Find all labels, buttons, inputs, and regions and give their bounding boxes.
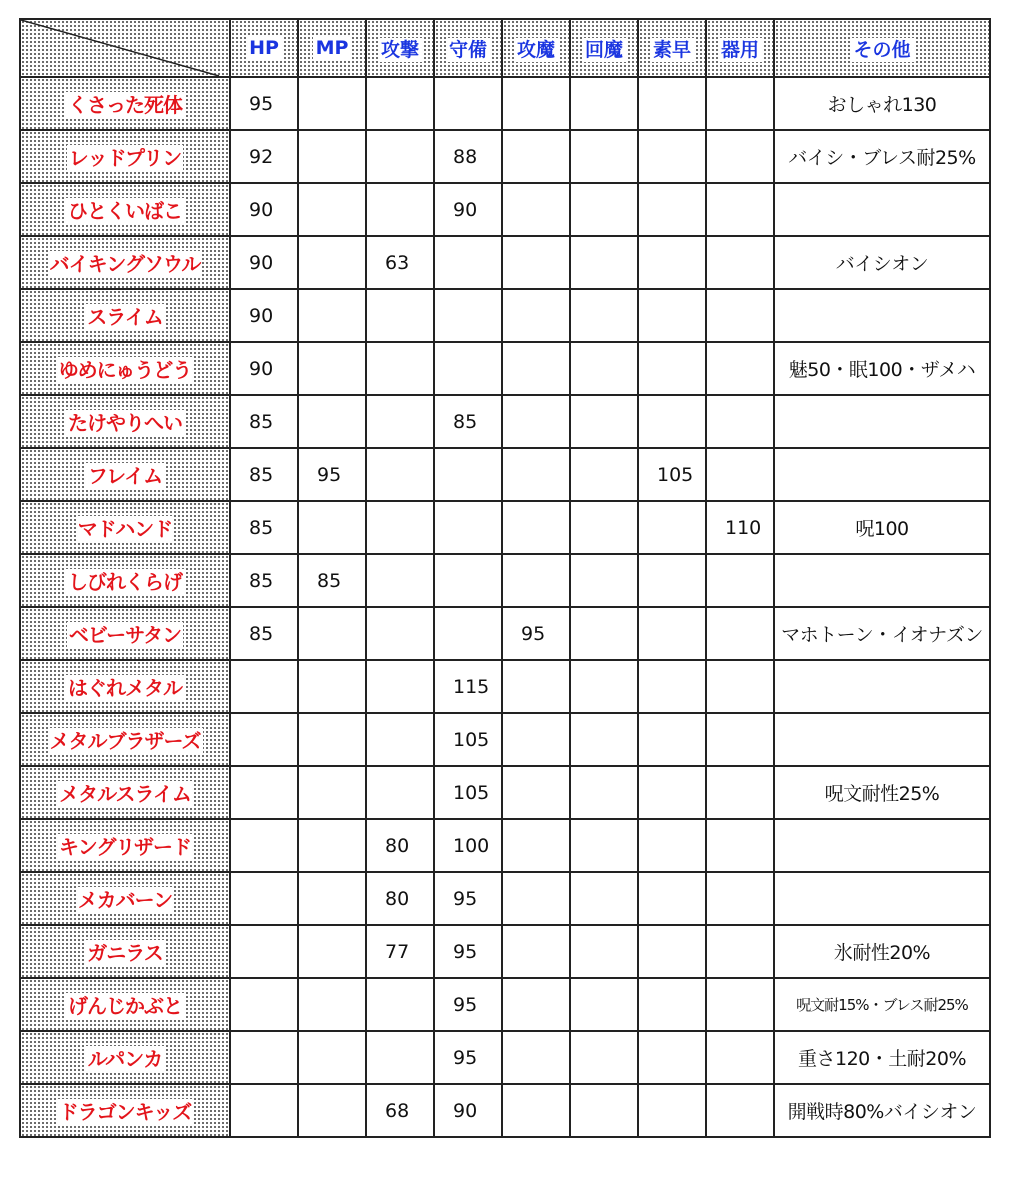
table-row (20, 342, 990, 395)
column-header-label: その他 (850, 38, 913, 62)
monster-name: たけやりへい (68, 411, 182, 435)
monster-name: メタルブラザーズ (49, 729, 201, 753)
stat-cell (706, 342, 774, 395)
stat-cell (502, 130, 570, 183)
stat-cell (570, 448, 638, 501)
monster-name: キングリザード (59, 835, 191, 859)
stat-cell: 95 (434, 978, 502, 1031)
table-row (20, 607, 990, 660)
stat-cell: 88 (434, 130, 502, 183)
other-cell: バイシ・ブレス耐25% (774, 130, 990, 183)
column-header (706, 19, 774, 77)
stat-cell: 68 (366, 1084, 434, 1137)
stat-cell (570, 607, 638, 660)
stat-cell: 100 (434, 819, 502, 872)
monster-name: ベビーサタン (68, 623, 182, 647)
column-header (502, 19, 570, 77)
stat-cell (706, 130, 774, 183)
stat-cell (638, 978, 706, 1031)
stat-cell (230, 1084, 298, 1137)
stat-cell (502, 1031, 570, 1084)
stat-cell (298, 236, 366, 289)
stat-cell (298, 1084, 366, 1137)
monster-name-cell (20, 77, 230, 130)
column-header-label: 回魔 (582, 38, 626, 62)
table-row (20, 872, 990, 925)
column-header-label: 守備 (446, 38, 490, 62)
stat-cell (570, 766, 638, 819)
stat-cell (570, 872, 638, 925)
table-row (20, 554, 990, 607)
stat-cell (502, 766, 570, 819)
table-row (20, 713, 990, 766)
stat-cell (502, 1084, 570, 1137)
monster-name: くさった死体 (68, 93, 182, 117)
stat-cell (570, 713, 638, 766)
column-header-label: 器用 (718, 38, 762, 62)
stat-cell (638, 289, 706, 342)
stat-cell (230, 819, 298, 872)
stat-cell (298, 925, 366, 978)
stat-cell (298, 183, 366, 236)
stat-cell (706, 925, 774, 978)
column-header-label: MP (313, 36, 352, 60)
other-cell (774, 872, 990, 925)
stat-cell (434, 448, 502, 501)
stat-cell (706, 289, 774, 342)
stat-cell (434, 236, 502, 289)
monster-name-cell (20, 554, 230, 607)
stat-cell (638, 1084, 706, 1137)
stat-cell (366, 607, 434, 660)
stat-cell (298, 1031, 366, 1084)
stat-cell (366, 289, 434, 342)
stat-cell (366, 395, 434, 448)
stat-cell (706, 872, 774, 925)
stat-cell (434, 607, 502, 660)
stat-cell (366, 713, 434, 766)
monster-name-cell (20, 1031, 230, 1084)
stat-cell (570, 236, 638, 289)
stat-cell (298, 289, 366, 342)
table-row (20, 1031, 990, 1084)
stat-cell: 95 (434, 1031, 502, 1084)
column-header (774, 19, 990, 77)
stat-cell (706, 766, 774, 819)
stat-cell (434, 77, 502, 130)
monster-name-cell (20, 448, 230, 501)
monster-name-cell (20, 289, 230, 342)
monster-name-cell (20, 130, 230, 183)
table-row (20, 236, 990, 289)
stat-cell (570, 554, 638, 607)
stat-cell (706, 183, 774, 236)
stat-cell: 90 (230, 183, 298, 236)
stat-cell (366, 448, 434, 501)
stat-cell: 110 (706, 501, 774, 554)
monster-name: メカバーン (77, 888, 173, 912)
monster-name: フレイム (87, 464, 163, 488)
stat-cell (706, 395, 774, 448)
stat-cell (298, 713, 366, 766)
monster-name-cell (20, 925, 230, 978)
other-cell: 氷耐性20% (774, 925, 990, 978)
stat-cell (570, 183, 638, 236)
column-header-label: 攻撃 (378, 38, 422, 62)
monster-name-cell (20, 1084, 230, 1137)
other-cell (774, 660, 990, 713)
stat-cell (366, 501, 434, 554)
stat-cell (706, 607, 774, 660)
table-row (20, 1084, 990, 1137)
table-row (20, 819, 990, 872)
stat-cell: 90 (230, 289, 298, 342)
table-row (20, 448, 990, 501)
stat-cell: 95 (502, 607, 570, 660)
table-row (20, 660, 990, 713)
monster-name: バイキングソウル (49, 252, 201, 276)
stat-cell (502, 660, 570, 713)
stat-cell (570, 342, 638, 395)
monster-name-cell (20, 236, 230, 289)
monster-name: ドラゴンキッズ (58, 1100, 192, 1124)
stat-cell (638, 872, 706, 925)
table-row (20, 925, 990, 978)
other-cell: 呪文耐性25% (774, 766, 990, 819)
stat-cell (502, 183, 570, 236)
stat-cell (570, 978, 638, 1031)
stat-cell (230, 766, 298, 819)
stat-cell (638, 766, 706, 819)
stat-cell (502, 395, 570, 448)
stat-cell (570, 1084, 638, 1137)
stat-cell (502, 501, 570, 554)
stat-cell: 115 (434, 660, 502, 713)
stat-cell (638, 236, 706, 289)
stat-cell: 90 (230, 236, 298, 289)
table-row (20, 501, 990, 554)
other-cell: 重さ120・土耐20% (774, 1031, 990, 1084)
monster-name: ひとくいばこ (68, 199, 182, 223)
column-header (366, 19, 434, 77)
monster-name-cell (20, 978, 230, 1031)
column-header-label: 素早 (650, 38, 694, 62)
other-cell (774, 554, 990, 607)
stat-cell (230, 1031, 298, 1084)
table-row (20, 130, 990, 183)
stat-cell (570, 130, 638, 183)
stat-cell (298, 766, 366, 819)
stat-cell (298, 395, 366, 448)
other-cell: マホトーン・イオナズン (774, 607, 990, 660)
column-header (230, 19, 298, 77)
stat-cell (570, 1031, 638, 1084)
other-cell (774, 395, 990, 448)
corner-cell (20, 19, 230, 77)
stat-cell (706, 819, 774, 872)
monster-name: はぐれメタル (68, 676, 182, 700)
monster-name-cell (20, 607, 230, 660)
monster-name-cell (20, 660, 230, 713)
stat-cell (706, 978, 774, 1031)
other-cell: 呪文耐15%・ブレス耐25% (774, 978, 990, 1031)
stat-cell (502, 289, 570, 342)
stat-cell: 95 (434, 925, 502, 978)
stat-cell (502, 872, 570, 925)
other-cell: 開戦時80%バイシオン (774, 1084, 990, 1137)
stat-cell (502, 978, 570, 1031)
stat-cell (706, 77, 774, 130)
stat-cell (638, 925, 706, 978)
stat-cell: 90 (230, 342, 298, 395)
other-cell: 呪100 (774, 501, 990, 554)
column-header (638, 19, 706, 77)
monster-stats-table (19, 18, 991, 1138)
stat-cell (706, 236, 774, 289)
stat-cell (298, 660, 366, 713)
monster-name-cell (20, 183, 230, 236)
other-cell (774, 819, 990, 872)
monster-name-cell (20, 819, 230, 872)
stat-cell (570, 501, 638, 554)
stat-cell (638, 501, 706, 554)
stat-cell (570, 660, 638, 713)
stat-cell: 90 (434, 183, 502, 236)
stat-cell (706, 554, 774, 607)
stat-cell: 63 (366, 236, 434, 289)
stat-cell: 85 (230, 395, 298, 448)
stat-cell (366, 77, 434, 130)
monster-name: しびれくらげ (68, 570, 182, 594)
stat-cell (298, 130, 366, 183)
stat-cell (502, 925, 570, 978)
stat-cell (230, 872, 298, 925)
stat-cell: 77 (366, 925, 434, 978)
stat-cell (366, 554, 434, 607)
stat-cell: 80 (366, 872, 434, 925)
table-row (20, 289, 990, 342)
stat-cell (502, 448, 570, 501)
stat-cell (366, 183, 434, 236)
stat-cell: 85 (230, 554, 298, 607)
stat-cell (502, 713, 570, 766)
stat-cell (298, 607, 366, 660)
column-header (298, 19, 366, 77)
stat-cell (434, 501, 502, 554)
table-row (20, 77, 990, 130)
stat-cell (298, 342, 366, 395)
stat-cell (706, 448, 774, 501)
monster-name: ルパンカ (87, 1047, 163, 1071)
stat-cell (638, 554, 706, 607)
other-cell (774, 289, 990, 342)
stat-cell (570, 819, 638, 872)
stat-cell (298, 978, 366, 1031)
stat-cell (230, 660, 298, 713)
monster-name: マドハンド (77, 517, 173, 541)
column-header (570, 19, 638, 77)
stat-cell (570, 395, 638, 448)
stat-cell (638, 77, 706, 130)
stat-cell (638, 342, 706, 395)
other-cell (774, 448, 990, 501)
stat-cell: 95 (230, 77, 298, 130)
stat-cell (706, 660, 774, 713)
stat-cell (434, 554, 502, 607)
table-body (20, 19, 990, 1137)
other-cell: 魅50・眠100・ザメハ (774, 342, 990, 395)
stat-cell (502, 236, 570, 289)
table-row (20, 978, 990, 1031)
stat-cell (434, 342, 502, 395)
monster-name: ガニラス (87, 941, 163, 965)
stat-cell (366, 130, 434, 183)
stat-cell: 92 (230, 130, 298, 183)
stat-cell (638, 395, 706, 448)
stat-cell (298, 501, 366, 554)
header-row (20, 19, 990, 77)
other-cell: バイシオン (774, 236, 990, 289)
stat-cell: 85 (434, 395, 502, 448)
stat-cell: 80 (366, 819, 434, 872)
monster-name-cell (20, 713, 230, 766)
monster-name-cell (20, 501, 230, 554)
stat-cell (230, 713, 298, 766)
stat-cell (298, 77, 366, 130)
stat-cell (706, 713, 774, 766)
stat-cell (366, 766, 434, 819)
stat-cell: 95 (434, 872, 502, 925)
stat-cell: 85 (230, 501, 298, 554)
column-header (434, 19, 502, 77)
stat-cell (638, 819, 706, 872)
monster-name: レッドプリン (68, 146, 182, 170)
stat-cell (570, 289, 638, 342)
other-cell: おしゃれ130 (774, 77, 990, 130)
monster-name-cell (20, 766, 230, 819)
stat-cell (570, 77, 638, 130)
stat-cell: 95 (298, 448, 366, 501)
stat-cell: 85 (230, 607, 298, 660)
monster-name: ゆめにゅうどう (58, 358, 192, 382)
stat-cell: 105 (434, 713, 502, 766)
stat-cell (706, 1031, 774, 1084)
stat-cell (502, 819, 570, 872)
stat-cell (366, 978, 434, 1031)
stat-cell (638, 130, 706, 183)
stat-cell (638, 183, 706, 236)
monster-name-cell (20, 872, 230, 925)
table-row (20, 183, 990, 236)
monster-name: スライム (87, 305, 163, 329)
stat-cell (230, 925, 298, 978)
column-header-label: HP (246, 36, 282, 60)
stat-cell (366, 342, 434, 395)
stat-cell (502, 77, 570, 130)
monster-name-cell (20, 395, 230, 448)
table-row (20, 766, 990, 819)
other-cell (774, 713, 990, 766)
diagonal-line (21, 20, 230, 76)
stat-cell (638, 713, 706, 766)
stat-cell (434, 289, 502, 342)
stat-cell (570, 925, 638, 978)
monster-name: げんじかぶと (68, 994, 182, 1018)
table-row (20, 395, 990, 448)
stat-cell (502, 342, 570, 395)
stat-cell (638, 660, 706, 713)
column-header-label: 攻魔 (514, 38, 558, 62)
stat-cell (298, 819, 366, 872)
stat-cell: 85 (230, 448, 298, 501)
stat-cell (366, 1031, 434, 1084)
stat-cell (638, 607, 706, 660)
stat-cell: 105 (638, 448, 706, 501)
stat-cell: 105 (434, 766, 502, 819)
stat-cell (706, 1084, 774, 1137)
stat-cell (366, 660, 434, 713)
stat-cell (298, 872, 366, 925)
stat-cell (230, 978, 298, 1031)
other-cell (774, 183, 990, 236)
stat-cell: 85 (298, 554, 366, 607)
monster-name-cell (20, 342, 230, 395)
stat-cell (502, 554, 570, 607)
stat-cell (638, 1031, 706, 1084)
stat-cell: 90 (434, 1084, 502, 1137)
monster-name: メタルスライム (59, 782, 191, 806)
